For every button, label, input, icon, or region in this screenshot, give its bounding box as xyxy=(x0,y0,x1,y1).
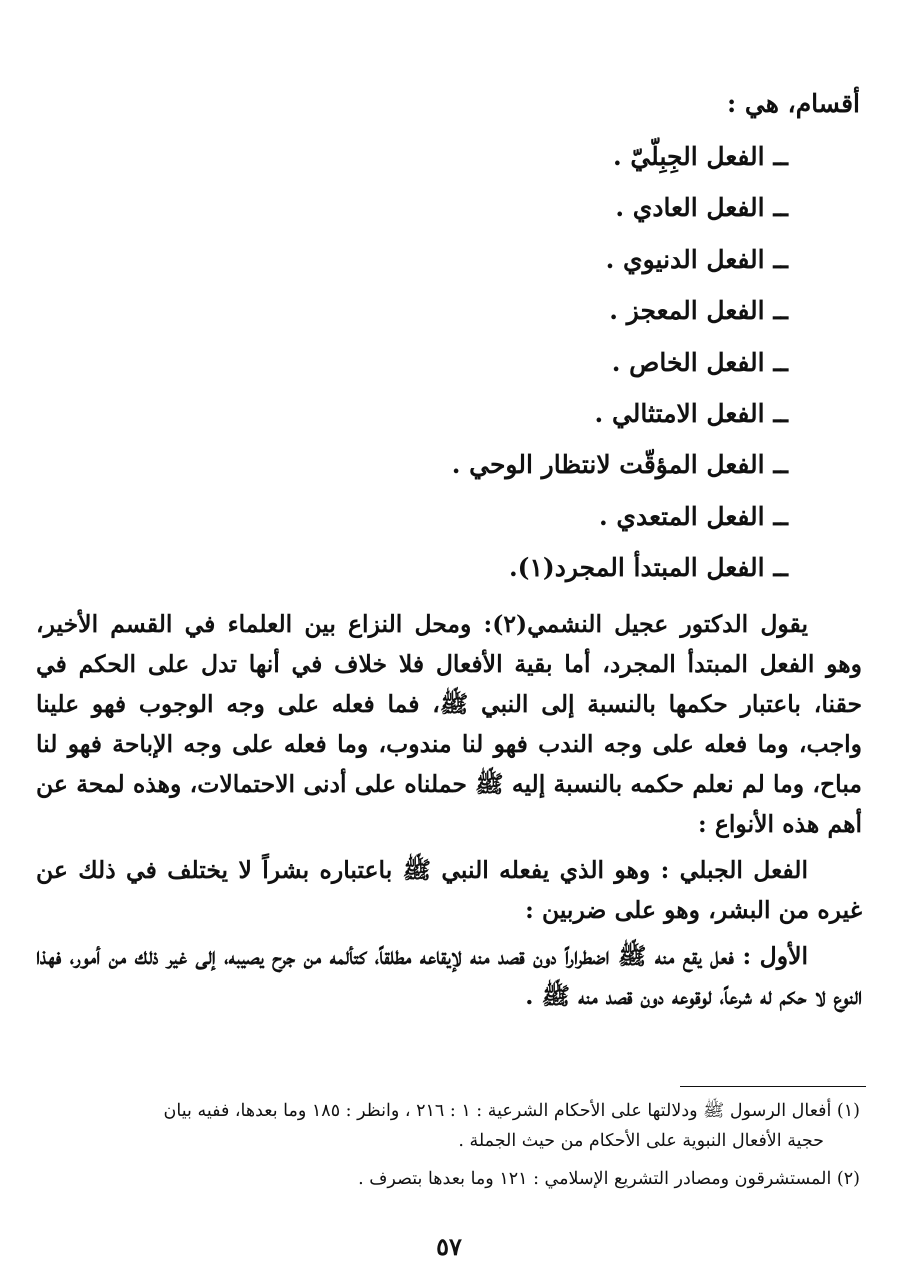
list-item-text: الفعل العادي . xyxy=(615,193,765,223)
list-dash: ــ xyxy=(773,244,788,274)
footnote-1-line-1: (١) أفعال الرسول ﷺ ودلالتها على الأحكام الشرعية : ١ : ٢١٦ ، وانظر : ١٨٥ وما بعدها، ففيه بيان xyxy=(163,1101,860,1121)
page-number: ٥٧ xyxy=(436,1232,462,1261)
list-item-text: الفعل الدنيوي . xyxy=(605,244,765,274)
list-item xyxy=(200,294,788,328)
intro-line: أقسام، هي : xyxy=(726,89,860,118)
footnote-2: (٢) المستشرقون ومصادر التشريع الإسلامي : ١٢١ وما بعدها بتصرف . xyxy=(358,1169,860,1189)
list-dash: ــ xyxy=(773,398,788,428)
list-dash: ــ xyxy=(773,142,788,171)
list-item-text: الفعل المؤقّت لانتظار الوحي . xyxy=(451,450,765,480)
list-dash: ــ xyxy=(773,553,788,583)
list-item xyxy=(200,397,788,431)
body-text xyxy=(36,604,862,1022)
first-type-text: فعل يقع منه ﷺ اضطراراً دون قصد منه لإيقاعه مطلقاً، كتألمه من جرح يصيبه، إلى غير ذلك من أمور، فهذا النوع لا حكم له شرعاً، لوقوعه دون قصد منه ﷺ . xyxy=(36,942,862,1010)
list-item xyxy=(200,448,788,482)
paragraph-jibilli-definition: الفعل الجبلي : وهو الذي يفعله النبي ﷺ باعتباره بشراً لا يختلف في ذلك عن غيره من البشر، وهو على ضربين : xyxy=(36,856,862,924)
list-item-text: الفعل المعجز . xyxy=(609,296,765,326)
list-dash: ــ xyxy=(773,193,788,223)
list-dash: ــ xyxy=(773,450,788,480)
footnote-separator xyxy=(680,1086,866,1087)
list-item xyxy=(200,243,788,277)
action-types-list xyxy=(200,140,788,603)
list-item-text: الفعل الامتثالي . xyxy=(594,398,765,428)
list-item xyxy=(200,551,788,585)
footnotes xyxy=(30,1096,860,1202)
list-item xyxy=(200,140,788,174)
list-dash: ــ xyxy=(773,501,788,531)
list-item-text: الفعل الخاص . xyxy=(611,347,765,377)
list-item-text: الفعل المتعدي . xyxy=(599,501,765,531)
paragraph-first-type xyxy=(36,936,862,1016)
list-item-text: الفعل الجِبِلّيّ . xyxy=(612,142,765,171)
list-item xyxy=(200,191,788,225)
list-item xyxy=(200,346,788,380)
list-item xyxy=(200,500,788,534)
footnote-1 xyxy=(30,1096,860,1156)
footnote-1-line-2: حجية الأفعال النبوية على الأحكام من حيث الجملة . xyxy=(458,1131,824,1151)
list-dash: ــ xyxy=(773,296,788,326)
list-dash: ــ xyxy=(773,347,788,377)
list-item-text: الفعل المبتدأ المجرد(١). xyxy=(508,553,765,583)
first-type-heading: الأول : xyxy=(742,942,808,970)
paragraph-nashmi-quote: يقول الدكتور عجيل النشمي(٢): ومحل النزاع بين العلماء في القسم الأخير، وهو الفعل المبتدأ المجرد، أما بقية الأفعال فلا خلاف في أنها تدل على الحكم في حقنا، باعتبار حكمها بالنسبة إلى النبي ﷺ، فما فعله على وجه الوجوب فهو علينا واجب، وما فعله على وجه الندب فهو لنا مندوب، وما فعله على وجه الإباحة فهو لنا مباح، وما لم نعلم حكمه بالنسبة إليه ﷺ حملناه على أدنى الاحتمالات، وهذه لمحة عن أهم هذه الأنواع : xyxy=(36,610,862,838)
